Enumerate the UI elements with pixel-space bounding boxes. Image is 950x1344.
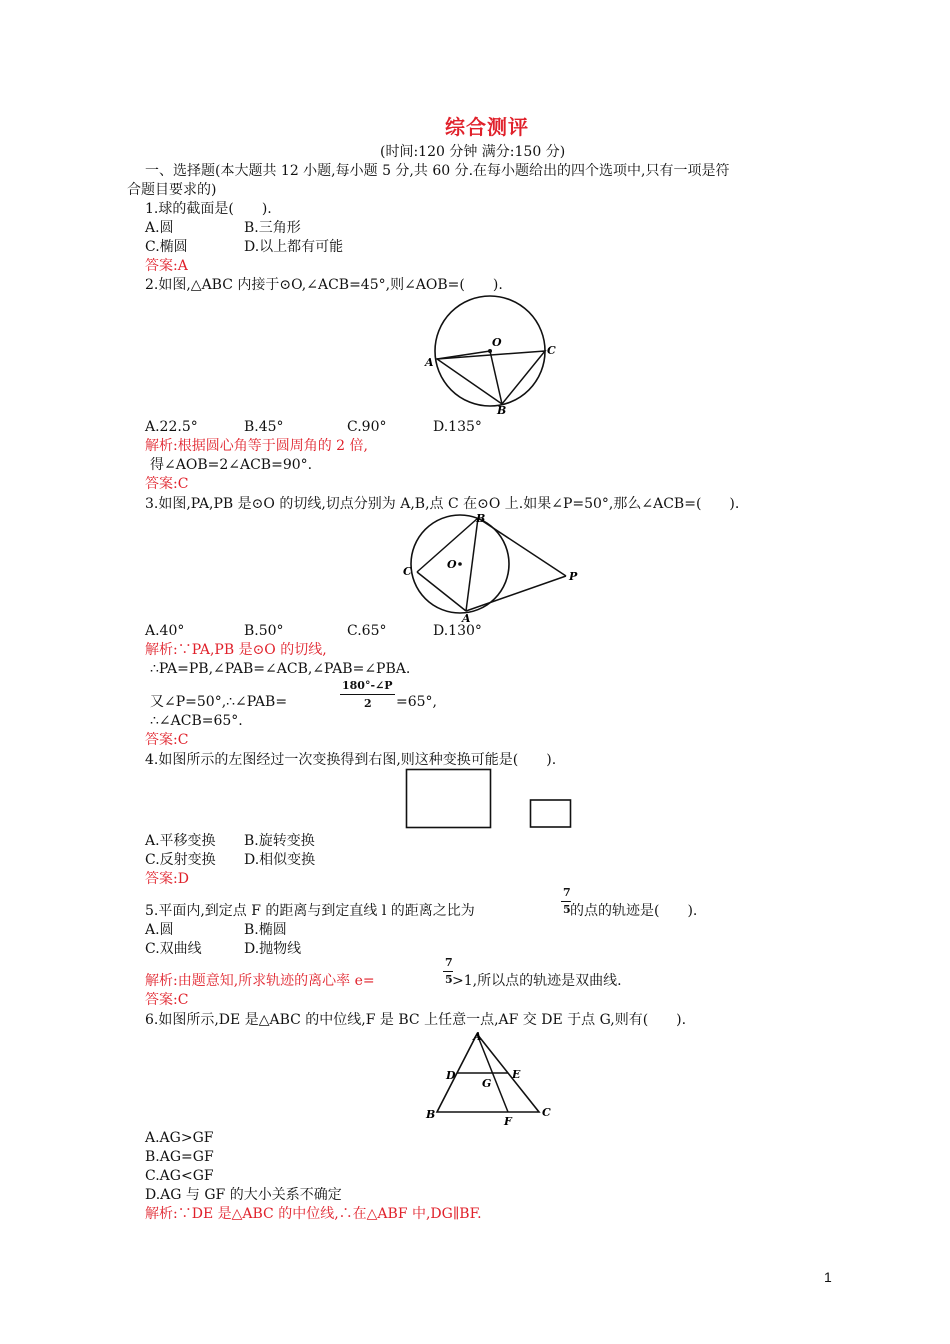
q3-tangent-figure bbox=[400, 512, 590, 624]
q6-triangle-figure bbox=[425, 1030, 560, 1128]
q5-fraction-numerator: 7 bbox=[563, 886, 571, 899]
q6-label-g: G bbox=[482, 1077, 492, 1090]
q6-label-e: E bbox=[512, 1068, 521, 1081]
q5-analysis: 解析:由题意知,所求轨迹的离心率 e= bbox=[145, 973, 375, 989]
q4-option-d: D.相似变换 bbox=[244, 852, 316, 868]
q1-option-d: D.以上都有可能 bbox=[244, 239, 344, 255]
q6-analysis: 解析:∵DE 是△ABC 的中位线,∴在△ABF 中,DG∥BF. bbox=[145, 1206, 482, 1222]
q2-label-b: B bbox=[497, 404, 507, 417]
q4-answer: 答案:D bbox=[145, 871, 189, 887]
q4-stem: 4.如图所示的左图经过一次变换得到右图,则这种变换可能是( ). bbox=[145, 752, 557, 768]
q4-left-rectangle bbox=[407, 770, 491, 828]
q6-option-b: B.AG=GF bbox=[145, 1149, 214, 1165]
q2-answer: 答案:C bbox=[145, 476, 189, 492]
page-number: 1 bbox=[824, 1269, 832, 1285]
q2-option-d: D.135° bbox=[433, 419, 482, 435]
q3-option-c: C.65° bbox=[347, 623, 387, 639]
q6-stem: 6.如图所示,DE 是△ABC 的中位线,F 是 BC 上任意一点,AF 交 DE 于点 G,则有( ). bbox=[145, 1012, 687, 1028]
q1-option-a: A.圆 bbox=[145, 220, 174, 236]
q6-label-b: B bbox=[426, 1108, 436, 1121]
q5-analysis-fraction-denominator: 5 bbox=[445, 973, 453, 986]
q5-option-a: A.圆 bbox=[145, 922, 174, 938]
q4-option-a: A.平移变换 bbox=[145, 833, 216, 849]
q2-triangle bbox=[437, 351, 545, 404]
q2-stem: 2.如图,△ABC 内接于⊙O,∠ACB=45°,则∠AOB=( ). bbox=[145, 277, 503, 293]
q6-option-d: D.AG 与 GF 的大小关系不确定 bbox=[145, 1187, 342, 1203]
q6-option-a: A.AG>GF bbox=[145, 1130, 214, 1146]
q5-option-b: B.椭圆 bbox=[244, 922, 287, 938]
q3-tangent-pb bbox=[478, 518, 566, 576]
q3-answer: 答案:C bbox=[145, 732, 189, 748]
q5-stem: 5.平面内,到定点 F 的距离与到定直线 l 的距离之比为 bbox=[145, 903, 475, 919]
q3-label-b: B bbox=[476, 512, 486, 525]
q2-option-a: A.22.5° bbox=[145, 419, 198, 435]
q3-label-c: C bbox=[403, 565, 412, 578]
q5-option-c: C.双曲线 bbox=[145, 941, 202, 957]
q2-label-c: C bbox=[547, 344, 556, 357]
q1-option-b: B.三角形 bbox=[244, 220, 301, 236]
q2-option-b: B.45° bbox=[244, 419, 284, 435]
section-intro: 一、选择题(本大题共 12 小题,每小题 5 分,共 60 分.在每小题给出的四个选项中,只有一项是符 bbox=[145, 163, 730, 179]
q3-tangent-pa bbox=[466, 576, 566, 611]
q2-analysis-cont: 得∠AOB=2∠ACB=90°. bbox=[150, 457, 313, 473]
q3-stem: 3.如图,PA,PB 是⊙O 的切线,切点分别为 A,B,点 C 在⊙O 上.如果∠P=50°,那么∠ACB=( ). bbox=[145, 496, 740, 512]
q6-option-c: C.AG<GF bbox=[145, 1168, 214, 1184]
q1-option-c: C.椭圆 bbox=[145, 239, 188, 255]
q3-label-p: P bbox=[569, 570, 578, 583]
q3-label-a: A bbox=[462, 612, 471, 625]
q3-fraction-denominator: 2 bbox=[364, 697, 372, 710]
q3-fraction-bar bbox=[340, 694, 395, 695]
q5-stem-end: 的点的轨迹是( ). bbox=[570, 903, 698, 919]
q3-analysis-line3-end: =65°, bbox=[396, 694, 437, 710]
q6-label-d: D bbox=[446, 1069, 456, 1082]
q1-answer: 答案:A bbox=[145, 258, 188, 274]
q3-center-dot bbox=[458, 562, 462, 566]
q4-option-c: C.反射变换 bbox=[145, 852, 216, 868]
section-intro-cont: 合题目要求的) bbox=[127, 182, 217, 198]
q3-option-d: D.130° bbox=[433, 623, 482, 639]
q3-chord-ca bbox=[417, 572, 466, 611]
q5-option-d: D.抛物线 bbox=[244, 941, 302, 957]
q5-answer: 答案:C bbox=[145, 992, 189, 1008]
q3-chord-ab bbox=[466, 518, 478, 611]
page-subtitle: (时间:120 分钟 满分:150 分) bbox=[380, 144, 566, 160]
q6-label-f: F bbox=[504, 1115, 512, 1128]
q6-label-a: A bbox=[473, 1030, 482, 1043]
q6-label-c: C bbox=[542, 1106, 551, 1119]
q3-fraction-numerator: 180°-∠P bbox=[342, 679, 393, 692]
q3-analysis-cont: ∴PA=PB,∠PAB=∠ACB,∠PAB=∠PBA. bbox=[150, 661, 411, 677]
q3-analysis: 解析:∵PA,PB 是⊙O 的切线, bbox=[145, 642, 327, 658]
q1-stem: 1.球的截面是( ). bbox=[145, 201, 272, 217]
q2-label-a: A bbox=[425, 356, 434, 369]
q5-analysis-fraction-numerator: 7 bbox=[445, 956, 453, 969]
q2-label-o: O bbox=[492, 336, 502, 349]
page-title: 综合测评 bbox=[445, 115, 529, 139]
q4-right-rectangle bbox=[531, 800, 571, 827]
q3-option-b: B.50° bbox=[244, 623, 284, 639]
q3-analysis-line3: 又∠P=50°,∴∠PAB= bbox=[150, 694, 288, 710]
q2-center-dot bbox=[488, 349, 492, 353]
q4-option-b: B.旋转变换 bbox=[244, 833, 315, 849]
q5-fraction-denominator: 5 bbox=[563, 903, 571, 916]
q2-option-c: C.90° bbox=[347, 419, 387, 435]
q2-analysis: 解析:根据圆心角等于圆周角的 2 倍, bbox=[145, 438, 368, 454]
q3-analysis-line4: ∴∠ACB=65°. bbox=[150, 713, 243, 729]
q3-option-a: A.40° bbox=[145, 623, 185, 639]
q5-analysis-cont: >1,所以点的轨迹是双曲线. bbox=[452, 973, 622, 989]
q4-rectangles-figure bbox=[405, 768, 575, 830]
q2-circle-figure bbox=[420, 296, 570, 416]
q3-label-o: O bbox=[447, 558, 457, 571]
